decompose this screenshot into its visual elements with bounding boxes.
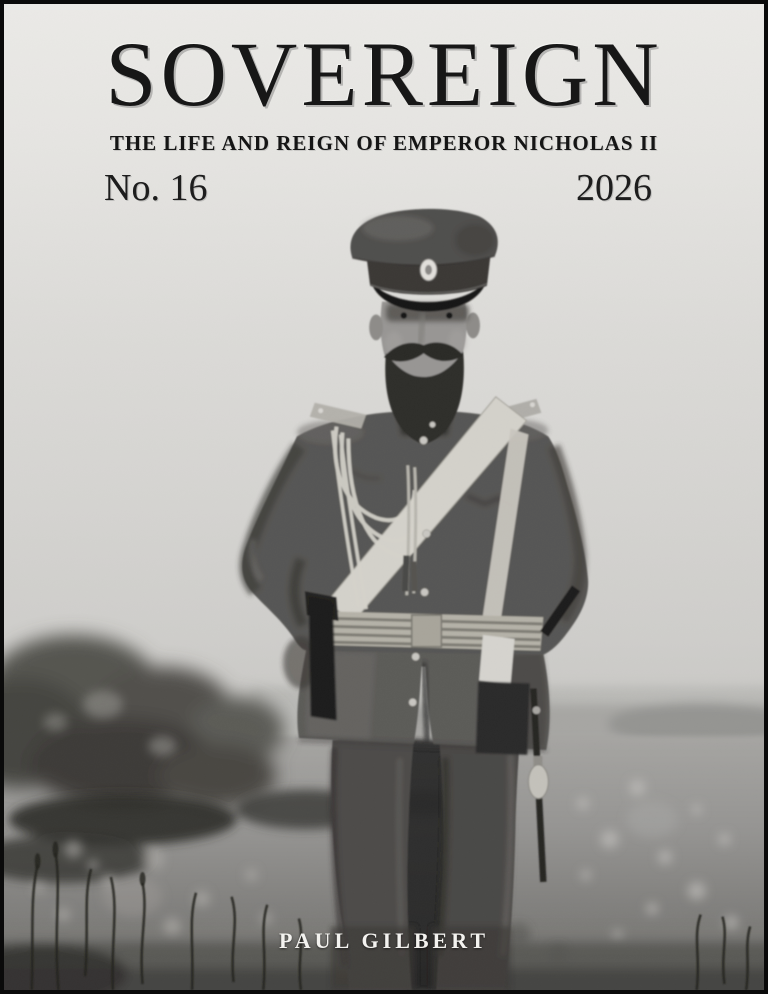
author-name: PAUL GILBERT [278, 928, 490, 953]
issue-number: No. 16 [104, 167, 208, 209]
issue-row [4, 167, 764, 211]
magazine-subtitle: THE LIFE AND REIGN OF EMPEROR NICHOLAS II [109, 131, 659, 155]
magazine-title: SOVEREIGN [105, 23, 663, 125]
issue-year: 2026 [576, 167, 652, 209]
